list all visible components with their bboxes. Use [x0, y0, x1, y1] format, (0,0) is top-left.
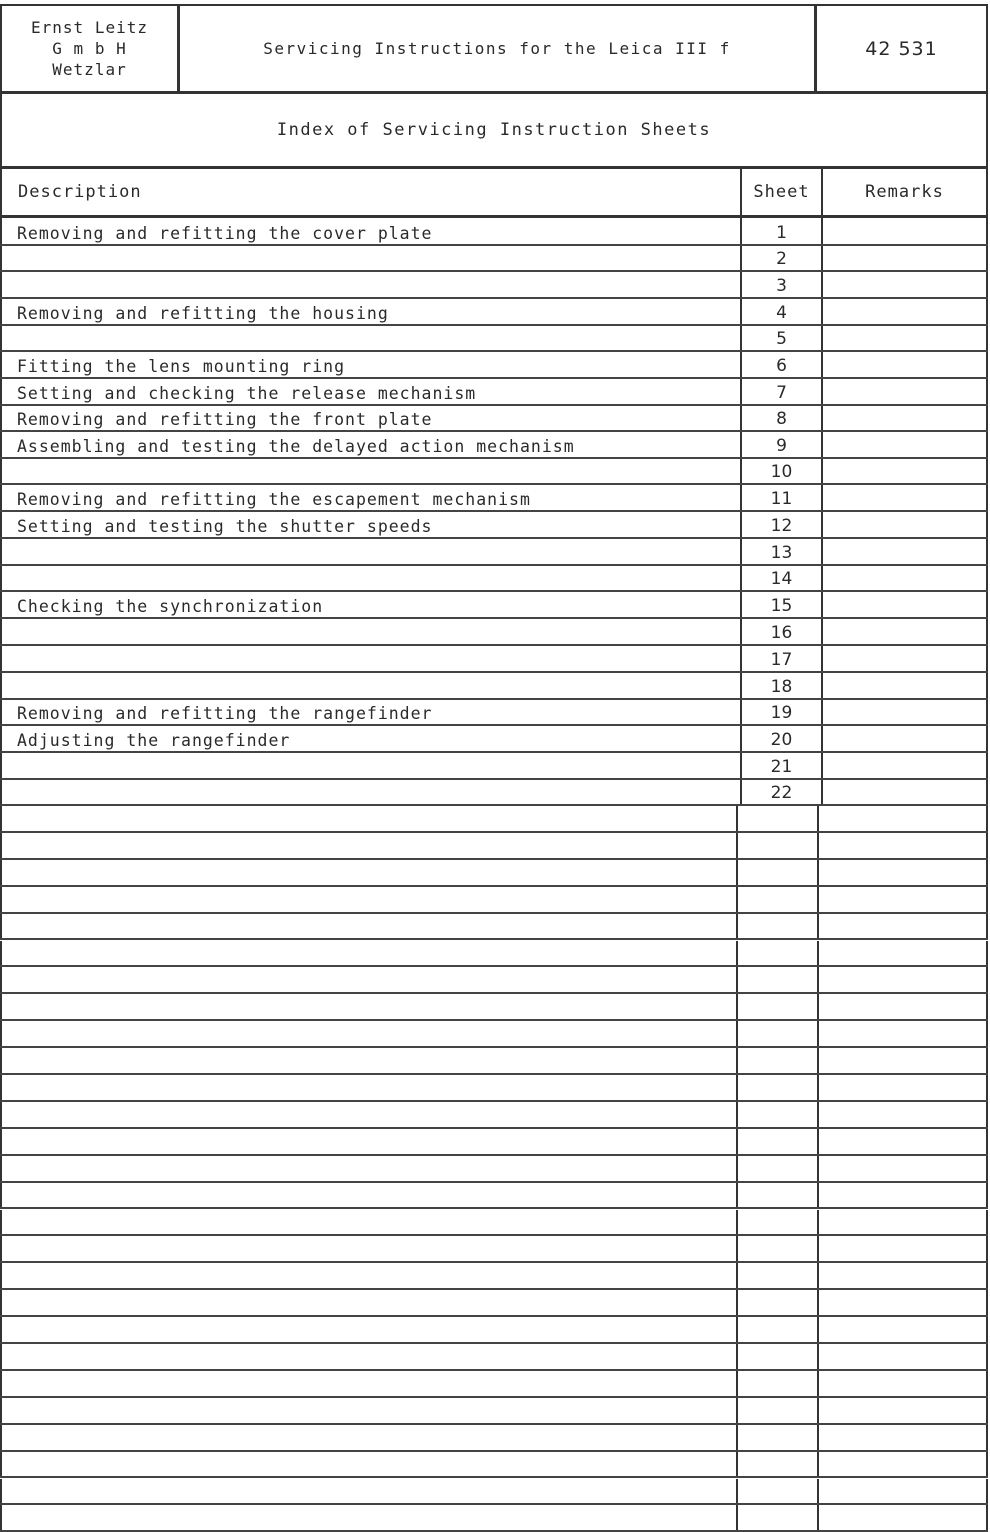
blank-cell: [0, 1290, 740, 1315]
table-row: [0, 673, 988, 700]
table-row: [0, 619, 988, 646]
blank-cell: [817, 1048, 988, 1073]
blank-cell: [0, 914, 740, 939]
table-row: [0, 726, 988, 753]
blank-cell: [0, 1505, 740, 1530]
blank-table-row: [0, 1048, 988, 1075]
table-row: [0, 352, 988, 379]
row-sheet-number: 15: [740, 592, 821, 617]
blank-cell: [817, 860, 988, 885]
row-description: [0, 780, 740, 804]
row-remarks: [821, 646, 988, 671]
blank-table-row: [0, 941, 988, 968]
blank-table-row: [0, 1505, 988, 1532]
blank-cell: [736, 941, 817, 966]
blank-cell: [817, 1075, 988, 1100]
blank-table-row: [0, 994, 988, 1021]
blank-cell: [736, 914, 817, 939]
blank-cell: [736, 1021, 817, 1046]
blank-cell: [817, 887, 988, 912]
row-sheet-number: 10: [740, 459, 821, 483]
table-row: [0, 326, 988, 352]
row-remarks: [821, 352, 988, 377]
row-description: [0, 539, 740, 564]
row-remarks: [821, 512, 988, 537]
blank-cell: [0, 1398, 740, 1423]
row-description: Removing and refitting the rangefinder: [0, 700, 740, 724]
blank-cell: [736, 1371, 817, 1396]
blank-table-row: [0, 1371, 988, 1398]
blank-cell: [736, 1505, 817, 1530]
table-row: [0, 566, 988, 592]
column-header-remarks: Remarks: [821, 169, 988, 218]
document-number: 42 531: [817, 6, 988, 91]
table-row: [0, 512, 988, 539]
blank-table-row: [0, 860, 988, 887]
blank-cell: [736, 994, 817, 1019]
row-description: [0, 272, 740, 297]
blank-cell: [817, 914, 988, 939]
blank-cell: [736, 1102, 817, 1127]
blank-cell: [736, 1398, 817, 1423]
blank-cell: [736, 806, 817, 831]
row-description: [0, 326, 740, 350]
blank-cell: [0, 1183, 740, 1208]
blank-cell: [736, 887, 817, 912]
blank-cell: [0, 1371, 740, 1396]
blank-cell: [817, 1317, 988, 1342]
blank-cell: [0, 860, 740, 885]
blank-cell: [736, 833, 817, 858]
row-description: Setting and testing the shutter speeds: [0, 512, 740, 537]
row-sheet-number: 9: [740, 432, 821, 457]
table-row: [0, 700, 988, 726]
blank-table-row: [0, 1290, 988, 1317]
row-description: [0, 753, 740, 778]
row-sheet-number: 19: [740, 700, 821, 724]
blank-cell: [736, 1129, 817, 1154]
row-sheet-number: 13: [740, 539, 821, 564]
blank-cell: [817, 1236, 988, 1261]
table-row: [0, 539, 988, 566]
row-remarks: [821, 326, 988, 350]
row-sheet-number: 16: [740, 619, 821, 644]
row-description: Adjusting the rangefinder: [0, 726, 740, 751]
row-remarks: [821, 485, 988, 510]
blank-table-row: [0, 806, 988, 833]
blank-cell: [736, 1210, 817, 1235]
company-form: G m b H: [52, 39, 127, 58]
row-sheet-number: 17: [740, 646, 821, 671]
row-description: Setting and checking the release mechanism: [0, 379, 740, 404]
blank-cell: [736, 1290, 817, 1315]
blank-cell: [736, 1452, 817, 1477]
blank-table-row: [0, 1183, 988, 1210]
blank-cell: [736, 1075, 817, 1100]
blank-cell: [736, 1236, 817, 1261]
blank-cell: [817, 1398, 988, 1423]
row-remarks: [821, 432, 988, 457]
blank-cell: [736, 1344, 817, 1369]
row-sheet-number: 14: [740, 566, 821, 590]
blank-cell: [736, 1156, 817, 1181]
blank-cell: [817, 1183, 988, 1208]
blank-table-row: [0, 1452, 988, 1479]
blank-table-row: [0, 1479, 988, 1506]
blank-cell: [817, 1021, 988, 1046]
row-description: Removing and refitting the escapement mechanism: [0, 485, 740, 510]
row-description: [0, 673, 740, 698]
document-title: Servicing Instructions for the Leica III f: [180, 6, 817, 91]
blank-cell: [817, 1102, 988, 1127]
row-description: [0, 246, 740, 270]
blank-cell: [0, 1452, 740, 1477]
blank-table-row: [0, 887, 988, 914]
blank-cell: [0, 1263, 740, 1288]
blank-cell: [817, 1425, 988, 1450]
blank-table-row: [0, 1263, 988, 1290]
blank-cell: [0, 1236, 740, 1261]
blank-table-row: [0, 967, 988, 994]
blank-cell: [0, 941, 740, 966]
row-description: [0, 459, 740, 483]
row-remarks: [821, 272, 988, 297]
row-description: [0, 646, 740, 671]
blank-cell: [736, 1317, 817, 1342]
blank-cell: [0, 806, 740, 831]
table-row: [0, 272, 988, 299]
column-header-description: Description: [0, 169, 740, 218]
table-row: [0, 753, 988, 780]
row-remarks: [821, 379, 988, 404]
blank-cell: [817, 1452, 988, 1477]
table-row: [0, 432, 988, 459]
blank-cell: [0, 1075, 740, 1100]
table-row: [0, 406, 988, 432]
blank-cell: [0, 1425, 740, 1450]
blank-table-row: [0, 1425, 988, 1452]
row-sheet-number: 22: [740, 780, 821, 804]
table-row: [0, 459, 988, 485]
blank-cell: [0, 1479, 740, 1504]
row-sheet-number: 7: [740, 379, 821, 404]
blank-cell: [736, 860, 817, 885]
blank-cell: [0, 1021, 740, 1046]
blank-cell: [0, 833, 740, 858]
row-remarks: [821, 459, 988, 483]
row-sheet-number: 20: [740, 726, 821, 751]
blank-cell: [0, 1129, 740, 1154]
blank-cell: [817, 1479, 988, 1504]
blank-cell: [0, 994, 740, 1019]
blank-cell: [736, 1263, 817, 1288]
row-remarks: [821, 539, 988, 564]
blank-table-row: [0, 1129, 988, 1156]
company-name: Ernst Leitz: [31, 18, 148, 37]
row-remarks: [821, 780, 988, 804]
row-description: Assembling and testing the delayed action mechanism: [0, 432, 740, 457]
blank-cell: [0, 1156, 740, 1181]
row-description: Removing and refitting the cover plate: [0, 218, 740, 244]
blank-table-row: [0, 1398, 988, 1425]
blank-cell: [817, 806, 988, 831]
table-row: [0, 592, 988, 619]
table-row: [0, 780, 988, 806]
table-row: [0, 379, 988, 406]
row-remarks: [821, 246, 988, 270]
blank-cell: [0, 1317, 740, 1342]
blank-cell: [0, 1102, 740, 1127]
row-sheet-number: 4: [740, 299, 821, 324]
row-sheet-number: 1: [740, 218, 821, 244]
table-row: [0, 646, 988, 673]
table-row: [0, 299, 988, 326]
row-description: Checking the synchronization: [0, 592, 740, 617]
blank-table-row: [0, 1236, 988, 1263]
row-remarks: [821, 753, 988, 778]
row-sheet-number: 8: [740, 406, 821, 430]
blank-cell: [0, 967, 740, 992]
blank-cell: [817, 1371, 988, 1396]
row-remarks: [821, 406, 988, 430]
blank-cell: [817, 1290, 988, 1315]
row-sheet-number: 6: [740, 352, 821, 377]
row-sheet-number: 2: [740, 246, 821, 270]
row-description: Removing and refitting the front plate: [0, 406, 740, 430]
blank-cell: [817, 994, 988, 1019]
blank-table-row: [0, 1102, 988, 1129]
blank-cell: [0, 1344, 740, 1369]
blank-table-row: [0, 1156, 988, 1183]
blank-cell: [817, 1263, 988, 1288]
blank-table-row: [0, 833, 988, 860]
blank-cell: [736, 1425, 817, 1450]
blank-cell: [817, 941, 988, 966]
blank-cell: [817, 1344, 988, 1369]
row-sheet-number: 21: [740, 753, 821, 778]
index-title: Index of Servicing Instruction Sheets: [0, 94, 988, 169]
blank-cell: [736, 967, 817, 992]
blank-cell: [817, 1210, 988, 1235]
blank-cell: [817, 967, 988, 992]
blank-table-row: [0, 1075, 988, 1102]
table-row: [0, 246, 988, 272]
table-row: [0, 485, 988, 512]
document-header: [0, 4, 988, 94]
blank-table-row: [0, 1210, 988, 1237]
company-city: Wetzlar: [52, 60, 127, 79]
row-sheet-number: 11: [740, 485, 821, 510]
index-table-body: [0, 218, 988, 1526]
row-remarks: [821, 673, 988, 698]
blank-cell: [0, 887, 740, 912]
blank-cell: [817, 1129, 988, 1154]
blank-table-row: [0, 1317, 988, 1344]
row-remarks: [821, 619, 988, 644]
row-remarks: [821, 566, 988, 590]
row-remarks: [821, 218, 988, 244]
row-remarks: [821, 299, 988, 324]
row-sheet-number: 5: [740, 326, 821, 350]
row-description: Removing and refitting the housing: [0, 299, 740, 324]
blank-table-row: [0, 1021, 988, 1048]
blank-cell: [0, 1210, 740, 1235]
blank-cell: [736, 1479, 817, 1504]
row-sheet-number: 18: [740, 673, 821, 698]
blank-cell: [817, 1156, 988, 1181]
blank-cell: [736, 1183, 817, 1208]
row-description: [0, 619, 740, 644]
blank-cell: [0, 1048, 740, 1073]
row-sheet-number: 3: [740, 272, 821, 297]
row-description: [0, 566, 740, 590]
row-remarks: [821, 726, 988, 751]
blank-cell: [817, 1505, 988, 1530]
row-sheet-number: 12: [740, 512, 821, 537]
row-description: Fitting the lens mounting ring: [0, 352, 740, 377]
blank-table-row: [0, 1344, 988, 1371]
blank-table-row: [0, 914, 988, 941]
row-remarks: [821, 592, 988, 617]
blank-cell: [817, 833, 988, 858]
column-header-sheet: Sheet: [740, 169, 821, 218]
row-remarks: [821, 700, 988, 724]
blank-cell: [736, 1048, 817, 1073]
table-row: [0, 218, 988, 246]
company-block: [0, 6, 180, 91]
